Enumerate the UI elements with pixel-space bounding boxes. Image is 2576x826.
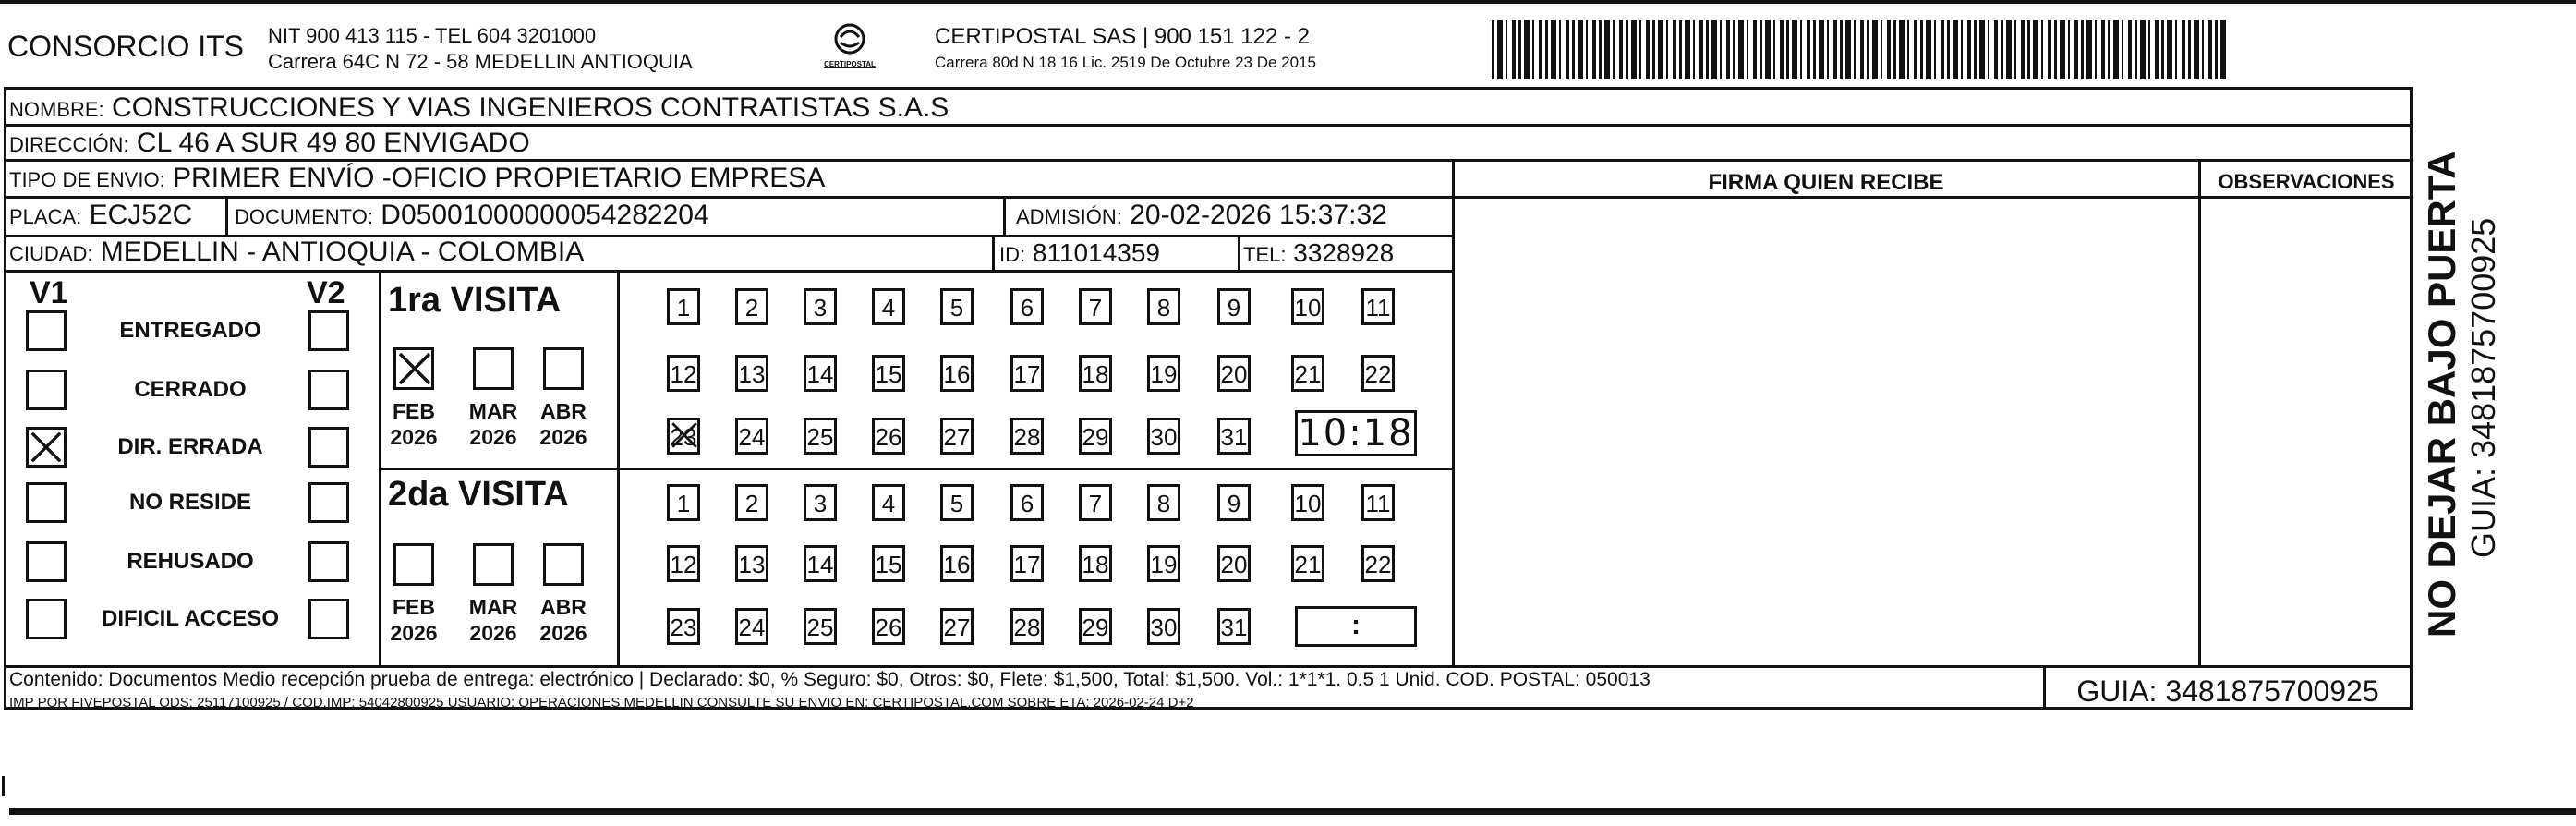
tel-label: TEL: (1243, 243, 1287, 266)
company-address: Carrera 64C N 72 - 58 MEDELLIN ANTIOQUIA (268, 50, 693, 73)
day-box[interactable] (1147, 355, 1180, 392)
day-box[interactable] (1147, 288, 1180, 325)
side-guia: GUIA: 3481875700925 (2464, 217, 2502, 558)
month-checkbox[interactable] (473, 543, 514, 586)
day-number: 11 (1365, 294, 1391, 322)
month-label: ABR (540, 399, 587, 423)
day-number: 1 (676, 490, 691, 517)
day-number: 26 (875, 613, 902, 641)
row-line (2198, 196, 2413, 199)
v2-checkbox[interactable] (308, 599, 349, 639)
day-box[interactable] (1010, 288, 1044, 325)
status-option-label: DIFICIL ACCESO (101, 606, 279, 631)
carrier-address: Carrera 80d N 18 16 Lic. 2519 De Octubre 23 De 2015 (935, 54, 1316, 71)
status-option-label: CERRADO (134, 377, 247, 402)
day-box[interactable] (1079, 288, 1112, 325)
month-year: 2026 (469, 621, 517, 645)
ciudad-label: CIUDAD: (9, 242, 93, 265)
top-border (0, 0, 2576, 4)
placa-value: ECJ52C (89, 200, 193, 230)
day-number: 26 (875, 423, 902, 451)
day-box[interactable] (804, 418, 837, 455)
row-line (4, 159, 2413, 162)
day-number: 28 (1013, 613, 1041, 641)
month-label: MAR (468, 399, 518, 423)
day-box[interactable] (735, 484, 768, 521)
month-year: 2026 (390, 621, 438, 645)
day-number: 14 (806, 360, 834, 388)
day-box[interactable] (940, 484, 974, 521)
day-number: 9 (1227, 294, 1241, 322)
month-year: 2026 (469, 425, 517, 449)
day-number: 29 (1082, 423, 1109, 451)
day-number: 5 (949, 294, 964, 322)
day-number: 8 (1156, 490, 1171, 517)
status-option-label: REHUSADO (127, 549, 254, 574)
documento-cell (235, 200, 709, 231)
day-box[interactable] (735, 608, 768, 645)
row-line (4, 196, 1454, 199)
month-checkbox[interactable] (543, 543, 584, 586)
visit2-title: 2da VISITA (388, 475, 569, 514)
status-option-label: DIR. ERRADA (117, 434, 263, 459)
day-number: 11 (1365, 490, 1391, 517)
day-box[interactable] (1217, 545, 1251, 582)
day-number: 20 (1220, 551, 1248, 578)
day-box[interactable] (1147, 484, 1180, 521)
day-number: 23 (670, 423, 697, 451)
day-number: 17 (1013, 360, 1041, 388)
v2-checkbox[interactable] (308, 370, 349, 410)
footer-line (4, 665, 2413, 668)
nombre-label: NOMBRE: (9, 98, 104, 121)
day-box[interactable] (804, 288, 837, 325)
day-box[interactable] (1010, 545, 1044, 582)
documento-label: DOCUMENTO: (235, 205, 373, 228)
day-number: 5 (949, 490, 964, 517)
day-box[interactable] (1010, 418, 1044, 455)
day-number: 13 (738, 551, 766, 578)
day-box[interactable] (1217, 484, 1251, 521)
day-number: 27 (943, 423, 971, 451)
month-year: 2026 (539, 425, 587, 449)
day-box[interactable] (667, 288, 700, 325)
month-checkbox[interactable] (393, 543, 434, 586)
tel-value: 3328928 (1293, 238, 1395, 267)
day-box[interactable] (1217, 355, 1251, 392)
day-number: 2 (744, 294, 759, 322)
day-box[interactable] (667, 608, 700, 645)
cell-divider (1238, 235, 1240, 270)
day-box[interactable] (940, 355, 974, 392)
day-number: 7 (1088, 294, 1103, 322)
day-box[interactable] (735, 355, 768, 392)
day-number: 3 (813, 294, 828, 322)
day-number: 19 (1150, 551, 1178, 578)
day-box[interactable] (872, 484, 905, 521)
v1-checkbox[interactable] (26, 482, 67, 523)
day-box[interactable] (1079, 484, 1112, 521)
visit2-time: : (1351, 610, 1361, 640)
day-box[interactable] (1079, 355, 1112, 392)
bottom-border (9, 808, 2576, 815)
ciudad-value: MEDELLIN - ANTIOQUIA - COLOMBIA (100, 237, 585, 267)
barcode (1492, 20, 2226, 79)
status-option-label: ENTREGADO (119, 318, 261, 343)
month-year: 2026 (390, 425, 438, 449)
day-box[interactable] (1010, 355, 1044, 392)
day-number: 25 (806, 423, 834, 451)
month-label: MAR (468, 595, 518, 619)
day-number: 25 (806, 613, 834, 641)
day-number: 19 (1150, 360, 1178, 388)
v2-checkbox[interactable] (308, 427, 349, 468)
day-box[interactable] (872, 355, 905, 392)
day-number: 15 (875, 551, 902, 578)
day-number: 6 (1020, 294, 1034, 322)
day-number: 22 (1364, 551, 1392, 578)
day-number: 31 (1220, 423, 1248, 451)
ciudad-cell (9, 237, 584, 268)
day-number: 12 (670, 551, 697, 578)
v2-checkbox[interactable] (308, 310, 349, 351)
month-checkbox[interactable] (393, 347, 434, 390)
day-number: 28 (1013, 423, 1041, 451)
day-box[interactable] (1147, 418, 1180, 455)
tel-cell (1243, 238, 1394, 268)
month-label: ABR (540, 595, 587, 619)
firma-label: FIRMA QUIEN RECIBE (1708, 170, 1944, 195)
day-box[interactable] (735, 288, 768, 325)
cell-divider (225, 196, 228, 235)
day-box[interactable] (872, 418, 905, 455)
day-box[interactable] (1361, 288, 1395, 325)
v2-label: V2 (307, 275, 345, 310)
day-box[interactable] (1010, 608, 1044, 645)
day-number: 17 (1013, 551, 1041, 578)
day-box[interactable] (735, 418, 768, 455)
day-number: 16 (943, 360, 971, 388)
day-box[interactable] (1147, 545, 1180, 582)
day-number: 10 (1294, 490, 1322, 517)
day-box[interactable] (667, 355, 700, 392)
day-box[interactable] (1361, 484, 1395, 521)
day-number: 23 (670, 613, 697, 641)
status-option-label: NO RESIDE (128, 490, 252, 515)
observaciones-label: OBSERVACIONES (2218, 170, 2395, 193)
day-box[interactable] (1079, 608, 1112, 645)
day-number: 7 (1088, 490, 1103, 517)
v1-checkbox[interactable] (26, 599, 67, 639)
logo-text: CERTIPOSTAL (824, 60, 876, 68)
v2-checkbox[interactable] (308, 482, 349, 523)
v2-checkbox[interactable] (308, 541, 349, 582)
day-number: 21 (1294, 360, 1322, 388)
certipostal-logo (813, 22, 887, 74)
day-box[interactable] (1291, 355, 1324, 392)
footer-imp: IMP POR FIVEPOSTAL ODS: 25117100925 / COD.IMP: 54042800925 USUARIO: OPERACIONES MEDELLIN CONSULTE SU ENVIO EN: CERTIPOSTAL.COM SOBRE ETA: 2026-02-24 D+2 (9, 695, 1194, 711)
day-number: 22 (1364, 360, 1392, 388)
day-number: 20 (1220, 360, 1248, 388)
day-number: 31 (1220, 613, 1248, 641)
day-box[interactable] (1010, 484, 1044, 521)
day-box[interactable] (872, 545, 905, 582)
day-box[interactable] (667, 418, 700, 455)
v1-label: V1 (30, 275, 68, 310)
day-box[interactable] (940, 545, 974, 582)
day-box[interactable] (1361, 355, 1395, 392)
footer-contenido: Contenido: Documentos Medio recepción prueba de entrega: electrónico | Declarado: $0, % Seguro: $0, Otros: $0, Flete: $1,500, Total: $1,500. Vol.: 1*1*1. 0.5 1 Unid. COD. POSTAL: 050013 (9, 669, 1651, 690)
day-box[interactable] (804, 545, 837, 582)
month-label: FEB (393, 399, 435, 423)
admision-cell (1016, 200, 1387, 231)
day-box[interactable] (872, 608, 905, 645)
day-number: 4 (881, 490, 896, 517)
day-number: 6 (1020, 490, 1034, 517)
day-number: 27 (943, 613, 971, 641)
day-number: 14 (806, 551, 834, 578)
v1-checkbox[interactable] (26, 310, 67, 351)
company-nit: NIT 900 413 115 - TEL 604 3201000 (268, 24, 597, 47)
day-number: 18 (1082, 551, 1109, 578)
day-number: 16 (943, 551, 971, 578)
visit2-time-box[interactable] (1295, 606, 1417, 647)
day-number: 2 (744, 490, 759, 517)
footer-divider (2043, 665, 2046, 710)
day-box[interactable] (1217, 288, 1251, 325)
day-box[interactable] (872, 288, 905, 325)
id-label: ID: (999, 243, 1026, 266)
bottom-tick (2, 776, 5, 796)
cell-divider (992, 235, 995, 270)
day-box[interactable] (735, 545, 768, 582)
day-number: 21 (1294, 551, 1322, 578)
tipo-row (9, 163, 825, 194)
day-box[interactable] (1079, 545, 1112, 582)
day-box[interactable] (804, 355, 837, 392)
visit1-time-box[interactable] (1295, 410, 1417, 456)
day-number: 4 (881, 294, 896, 322)
id-cell (999, 238, 1160, 268)
panel-divider (2198, 159, 2201, 665)
row-line (4, 270, 1454, 273)
panel-divider (1452, 159, 1455, 665)
admision-label: ADMISIÓN: (1016, 205, 1122, 228)
month-checkbox[interactable] (473, 347, 514, 390)
day-number: 12 (670, 360, 697, 388)
day-number: 8 (1156, 294, 1171, 322)
day-number: 9 (1227, 490, 1241, 517)
day-number: 24 (738, 613, 766, 641)
v1-checkbox[interactable] (26, 427, 67, 468)
tipo-label: TIPO DE ENVIO: (9, 168, 165, 191)
visit1-time: 10:18 (1298, 412, 1414, 455)
day-number: 30 (1150, 423, 1178, 451)
day-box[interactable] (1291, 484, 1324, 521)
day-number: 3 (813, 490, 828, 517)
nombre-value: CONSTRUCCIONES Y VIAS INGENIEROS CONTRATISTAS S.A.S (112, 92, 949, 123)
logo-emblem-icon (829, 22, 870, 55)
day-number: 15 (875, 360, 902, 388)
direccion-row (9, 128, 530, 159)
placa-cell (9, 200, 192, 231)
footer-guia: GUIA: 3481875700925 (2076, 674, 2379, 708)
visit1-title: 1ra VISITA (388, 281, 562, 320)
day-number: 18 (1082, 360, 1109, 388)
v1-checkbox[interactable] (26, 541, 67, 582)
day-number: 10 (1294, 294, 1322, 322)
day-box[interactable] (940, 418, 974, 455)
row-line (4, 124, 2413, 127)
month-checkbox[interactable] (543, 347, 584, 390)
day-number: 29 (1082, 613, 1109, 641)
day-number: 13 (738, 360, 766, 388)
day-box[interactable] (667, 484, 700, 521)
day-check-mark (670, 420, 699, 450)
day-box[interactable] (1217, 418, 1251, 455)
day-number: 30 (1150, 613, 1178, 641)
v1-checkbox[interactable] (26, 370, 67, 410)
carrier-name: CERTIPOSTAL SAS | 900 151 122 - 2 (935, 24, 1310, 49)
placa-label: PLACA: (9, 205, 82, 228)
id-value: 811014359 (1032, 238, 1160, 267)
day-box[interactable] (1217, 608, 1251, 645)
day-box[interactable] (1079, 418, 1112, 455)
cell-divider (1003, 196, 1006, 235)
day-box[interactable] (1361, 545, 1395, 582)
month-year: 2026 (539, 621, 587, 645)
documento-value: D05001000000054282204 (381, 200, 709, 230)
day-box[interactable] (667, 545, 700, 582)
company-name: CONSORCIO ITS (7, 30, 245, 63)
tipo-value: PRIMER ENVÍO -OFICIO PROPIETARIO EMPRESA (173, 163, 826, 193)
day-box[interactable] (1147, 608, 1180, 645)
day-box[interactable] (1291, 545, 1324, 582)
day-box[interactable] (940, 608, 974, 645)
nombre-row (9, 92, 949, 124)
day-box[interactable] (1291, 288, 1324, 325)
admision-value: 20-02-2026 15:37:32 (1130, 200, 1387, 230)
day-number: 24 (738, 423, 766, 451)
direccion-label: DIRECCIÓN: (9, 133, 129, 156)
row-line (1454, 196, 2198, 199)
day-box[interactable] (804, 608, 837, 645)
direccion-value: CL 46 A SUR 49 80 ENVIGADO (136, 128, 530, 158)
day-box[interactable] (940, 288, 974, 325)
day-box[interactable] (804, 484, 837, 521)
visit-divider (379, 468, 1454, 470)
day-number: 1 (676, 294, 691, 322)
side-warning: NO DEJAR BAJO PUERTA (2420, 151, 2463, 638)
month-label: FEB (393, 595, 435, 619)
